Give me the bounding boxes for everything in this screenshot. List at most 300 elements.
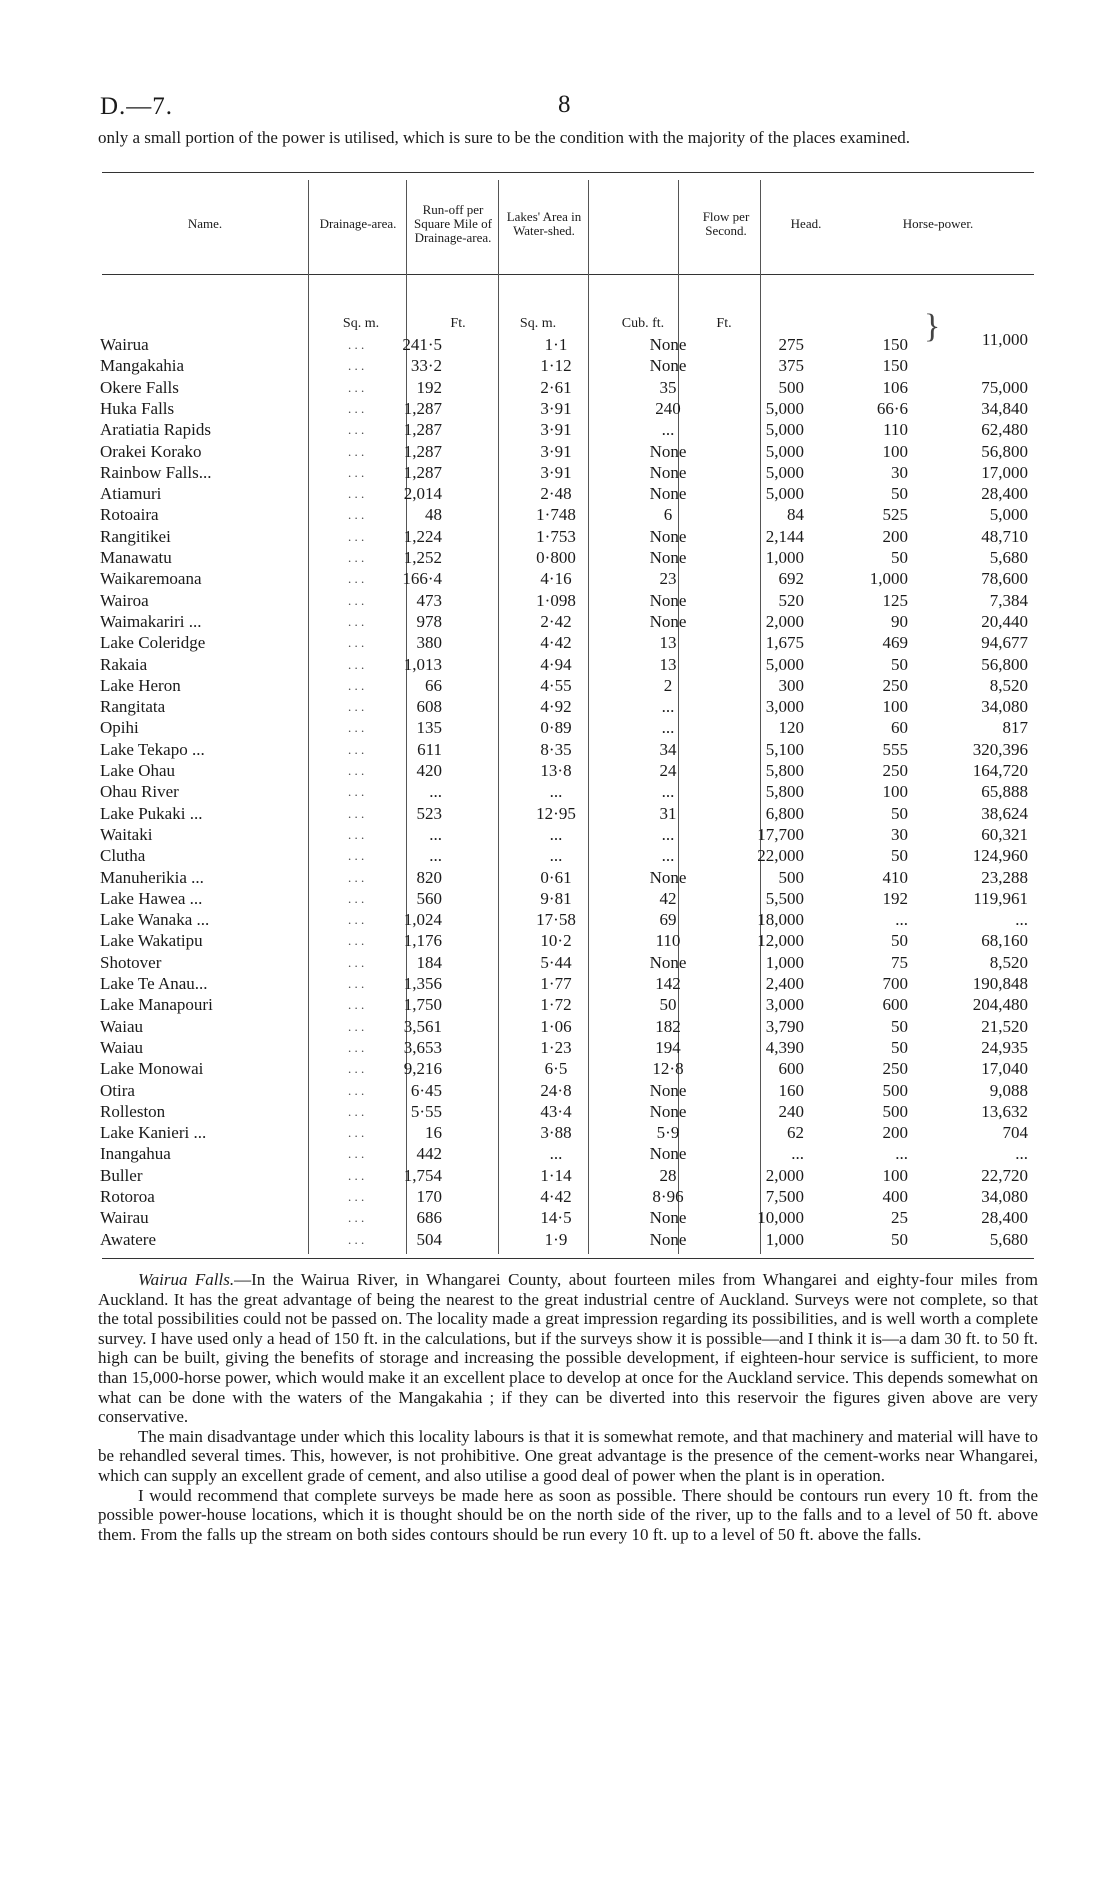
cell-hp: 34,840 xyxy=(981,398,1028,418)
cell-head: 50 xyxy=(891,803,908,823)
cell-area: ... xyxy=(429,782,442,802)
leader-dots: . . . xyxy=(348,912,365,928)
cell-runoff: 1·753 xyxy=(536,526,576,546)
cell-area: 504 xyxy=(416,1229,442,1249)
cell-hp: 56,800 xyxy=(981,441,1028,461)
cell-runoff: 1·14 xyxy=(540,1165,572,1185)
cell-area: 166·4 xyxy=(402,569,442,589)
cell-name: Rakaia xyxy=(100,654,148,674)
leader-dots: . . . xyxy=(348,763,365,778)
cell-runoff: 1·9 xyxy=(544,1229,568,1249)
cell-hp: 56,800 xyxy=(981,654,1028,674)
cell-hp: 320,396 xyxy=(972,739,1028,759)
header-drainage-area: Drainage-area. xyxy=(319,216,397,231)
cell-lakes: ... xyxy=(661,782,675,802)
cell-runoff: 43·4 xyxy=(540,1101,572,1121)
cell-hp: 48,710 xyxy=(981,526,1028,546)
cell-runoff: 6·5 xyxy=(544,1059,568,1079)
leader-dots: . . . xyxy=(348,976,365,991)
cell-head: 250 xyxy=(882,761,908,780)
cell-head: 100 xyxy=(882,697,908,717)
cell-name: Atiamuri xyxy=(100,484,162,504)
table-row xyxy=(98,952,1038,973)
cell-name: Shotover xyxy=(100,952,162,972)
cell-area: ... xyxy=(429,846,442,866)
table-row xyxy=(98,973,1038,994)
cell-area: 1,356 xyxy=(403,974,442,993)
table-row xyxy=(98,462,1038,483)
cell-hp: 28,400 xyxy=(981,484,1028,504)
cell-name: Rotoaira xyxy=(100,505,159,525)
cell-lakes: None xyxy=(649,1144,687,1164)
cell-name: Otira xyxy=(100,1080,135,1100)
cell-name: Aratiatia Rapids xyxy=(100,420,211,440)
cell-flow: 3,000 xyxy=(765,995,804,1015)
cell-flow: 5,000 xyxy=(765,484,804,504)
cell-name: Rolleston xyxy=(100,1101,166,1121)
cell-head: 410 xyxy=(882,867,908,887)
leader-dots: . . . xyxy=(348,613,365,629)
table-row xyxy=(98,1016,1038,1037)
table-row xyxy=(98,441,1038,462)
cell-lakes: None xyxy=(649,1208,687,1228)
cell-area: 1,252 xyxy=(403,548,442,567)
cell-area: 611 xyxy=(417,739,442,759)
leader-dots: . . . xyxy=(348,1125,365,1141)
table-row xyxy=(98,377,1038,398)
cell-lakes: ... xyxy=(661,420,675,440)
cell-area: 380 xyxy=(416,633,442,653)
cell-area: 1,754 xyxy=(403,1165,442,1185)
cell-runoff: 4·94 xyxy=(540,654,572,674)
cell-lakes: ... xyxy=(661,824,675,844)
cell-area: 608 xyxy=(416,697,442,717)
cell-runoff: 12·95 xyxy=(536,803,576,823)
table-row xyxy=(98,675,1038,696)
table-row xyxy=(98,568,1038,589)
leader-dots: . . . xyxy=(348,358,365,374)
cell-name: Wairua xyxy=(100,335,149,354)
cell-lakes: 110 xyxy=(655,931,681,951)
table-row xyxy=(98,419,1038,440)
header-name: Name. xyxy=(187,216,223,231)
cell-area: 3,653 xyxy=(403,1037,442,1057)
cell-hp: 94,677 xyxy=(981,633,1028,653)
cell-runoff: 24·8 xyxy=(540,1080,572,1100)
cell-runoff: 17·58 xyxy=(536,910,576,930)
cell-hp: 8,520 xyxy=(989,675,1028,695)
cell-head: 75 xyxy=(891,952,908,972)
leader-dots: . . . xyxy=(348,826,365,842)
paragraph-disadvantages: The main disadvantage under which this locality labours is that it is somewhat remote, and that machinery and material will have to be rehandled several times. This, however, is not prohibitive. One great advantage is the presence of the cement-works near Whangarei, which can supply an excellent grade of cement, and also utilise a good deal of power when the plant is in operation. xyxy=(98,1426,1038,1485)
cell-hp: 20,440 xyxy=(981,611,1028,631)
document-page xyxy=(98,85,1038,1544)
cell-lakes: 6 xyxy=(663,505,673,525)
cell-runoff: 2·61 xyxy=(540,377,572,397)
cell-lakes: None xyxy=(649,462,687,482)
cell-area: 1,750 xyxy=(403,995,442,1015)
table-row xyxy=(98,1143,1038,1164)
cell-runoff: 14·5 xyxy=(540,1208,572,1228)
cell-area: 473 xyxy=(416,590,442,610)
cell-area: 3,561 xyxy=(403,1016,442,1036)
leader-dots: . . . xyxy=(348,1167,365,1183)
cell-runoff: ... xyxy=(549,846,563,866)
leader-dots: . . . xyxy=(348,1189,365,1204)
cell-lakes: None xyxy=(649,526,687,546)
cell-flow: 160 xyxy=(778,1080,804,1100)
cell-lakes: 142 xyxy=(655,974,681,993)
table-row xyxy=(98,547,1038,568)
cell-flow: 275 xyxy=(778,335,804,354)
cell-head: 555 xyxy=(882,739,908,759)
table-row xyxy=(98,1165,1038,1186)
cell-lakes: None xyxy=(649,356,687,376)
cell-head: 250 xyxy=(882,675,908,695)
cell-flow: 1,675 xyxy=(765,633,804,653)
table-row xyxy=(98,803,1038,824)
cell-hp: 7,384 xyxy=(989,590,1028,610)
table-row xyxy=(98,526,1038,547)
cell-flow: 5,500 xyxy=(765,888,804,908)
cell-runoff: 4·55 xyxy=(540,675,572,695)
cell-lakes: 31 xyxy=(659,803,677,823)
cell-flow: 5,000 xyxy=(765,398,804,418)
cell-hp: 28,400 xyxy=(981,1208,1028,1228)
cell-flow: 2,000 xyxy=(765,611,804,631)
cell-runoff: 8·35 xyxy=(540,739,572,759)
cell-name: Okere Falls xyxy=(100,377,179,397)
cell-runoff: 2·42 xyxy=(540,611,572,631)
table-row xyxy=(98,590,1038,611)
cell-runoff: ... xyxy=(549,782,563,802)
merged-horse-power: 11,000 xyxy=(981,330,1028,349)
cell-flow: 17,700 xyxy=(757,824,804,844)
table-row xyxy=(98,654,1038,675)
cell-area: 66 xyxy=(425,675,442,695)
leader-dots: . . . xyxy=(348,1146,365,1162)
cell-head: 66·6 xyxy=(876,398,908,418)
cell-area: 170 xyxy=(416,1187,442,1206)
unit-drainage: Sq. m. xyxy=(342,316,380,331)
cell-head: 50 xyxy=(891,548,908,567)
cell-flow: 5,100 xyxy=(765,739,804,759)
cell-flow: 3,000 xyxy=(765,697,804,717)
body-text xyxy=(98,1270,1038,1544)
cell-area: 1,176 xyxy=(403,931,442,951)
table-row xyxy=(98,1122,1038,1143)
cell-flow: 3,790 xyxy=(765,1016,804,1036)
leader-dots: . . . xyxy=(348,656,365,672)
leader-dots: . . . xyxy=(348,400,365,416)
cell-area: 16 xyxy=(425,1123,442,1143)
table-row xyxy=(98,824,1038,845)
cell-head: 469 xyxy=(882,633,908,653)
cell-name: Waitaki xyxy=(100,824,153,844)
cell-flow: 500 xyxy=(778,377,804,397)
cell-name: Waiau xyxy=(100,1016,143,1036)
cell-hp: 164,720 xyxy=(972,761,1028,780)
table-row xyxy=(98,781,1038,802)
cell-lakes: None xyxy=(649,548,687,567)
cell-head: 60 xyxy=(891,718,908,738)
cell-hp: 204,480 xyxy=(972,995,1028,1015)
header-horse-power: Horse-power. xyxy=(902,216,974,231)
leader-dots: . . . xyxy=(348,1061,365,1077)
cell-area: 523 xyxy=(416,803,442,823)
table-row xyxy=(98,632,1038,653)
cell-flow: 692 xyxy=(778,569,804,589)
cell-name: Opihi xyxy=(100,718,139,738)
cell-flow: 240 xyxy=(778,1101,804,1121)
cell-runoff: 13·8 xyxy=(540,761,572,780)
cell-head: 500 xyxy=(882,1101,908,1121)
cell-runoff: 0·61 xyxy=(540,867,572,887)
leader-dots: . . . xyxy=(348,1231,365,1247)
header-runoff: Run-off per Square Mile of Drainage-area. xyxy=(414,202,492,245)
cell-name: Buller xyxy=(100,1165,143,1185)
cell-hp: 5,000 xyxy=(989,505,1028,525)
merged-brace: } xyxy=(924,308,941,345)
cell-name: Huka Falls xyxy=(100,398,175,418)
power-sites-table xyxy=(98,172,1038,1260)
cell-head: 106 xyxy=(882,377,908,397)
cell-area: 2,014 xyxy=(403,484,442,504)
cell-area: ... xyxy=(429,824,442,844)
cell-name: Mangakahia xyxy=(100,356,185,376)
cell-hp: 75,000 xyxy=(981,377,1028,397)
cell-name: Rainbow Falls... xyxy=(100,462,212,482)
cell-hp: 34,080 xyxy=(981,697,1028,717)
cell-area: 5·55 xyxy=(410,1101,442,1121)
cell-head: 150 xyxy=(882,356,908,376)
cell-hp: 124,960 xyxy=(972,846,1028,866)
cell-name: Lake Heron xyxy=(100,675,181,695)
cell-flow: 5,000 xyxy=(765,441,804,461)
cell-lakes: None xyxy=(649,952,687,972)
cell-area: 9,216 xyxy=(403,1059,442,1079)
cell-hp: 65,888 xyxy=(981,782,1028,802)
cell-flow: 2,144 xyxy=(765,526,804,546)
cell-area: 1,224 xyxy=(403,526,442,546)
unit-runoff: Ft. xyxy=(450,316,466,331)
table-row xyxy=(98,398,1038,419)
cell-flow: 5,000 xyxy=(765,420,804,440)
cell-head: 50 xyxy=(891,1016,908,1036)
cell-flow: 1,000 xyxy=(765,952,804,972)
cell-hp: 8,520 xyxy=(989,952,1028,972)
leader-dots: . . . xyxy=(348,741,365,757)
cell-name: Waiau xyxy=(100,1037,143,1057)
table-row xyxy=(98,845,1038,866)
table-row xyxy=(98,888,1038,909)
leader-dots: . . . xyxy=(348,571,365,587)
cell-head: 50 xyxy=(891,1229,908,1249)
cell-hp: 817 xyxy=(1002,718,1028,738)
cell-runoff: 3·91 xyxy=(540,462,572,482)
cell-runoff: 4·42 xyxy=(540,1187,572,1206)
cell-head: 25 xyxy=(891,1208,908,1228)
cell-hp: ... xyxy=(1015,1144,1028,1164)
cell-name: Rangitikei xyxy=(100,526,171,546)
cell-head: ... xyxy=(895,1144,908,1164)
cell-runoff: 10·2 xyxy=(540,931,572,951)
cell-runoff: 1·06 xyxy=(540,1016,572,1036)
cell-head: 125 xyxy=(882,590,908,610)
leader-dots: . . . xyxy=(348,997,365,1013)
leader-dots: . . . xyxy=(348,720,365,736)
cell-area: 184 xyxy=(416,952,442,972)
cell-runoff: 0·800 xyxy=(536,548,576,567)
table-row xyxy=(98,930,1038,951)
cell-lakes: None xyxy=(649,484,687,504)
cell-area: 192 xyxy=(416,377,442,397)
cell-lakes: 12·8 xyxy=(652,1059,684,1079)
cell-flow: ... xyxy=(791,1144,804,1164)
paragraph-recommendation: I would recommend that complete surveys be made here as soon as possible. There should be contours run every 10 ft. from the possible power-house locations, which it is thought should be on the north side of the river, up to the falls and to a level of 50 ft. above them. From the falls up the stream on both sides contours should be run every 10 ft. up to a level of 50 ft. above the falls. xyxy=(98,1485,1038,1544)
cell-area: 1,287 xyxy=(403,420,442,440)
cell-lakes: None xyxy=(649,611,687,631)
cell-flow: 18,000 xyxy=(757,910,804,930)
cell-lakes: 194 xyxy=(655,1037,681,1057)
cell-name: Lake Manapouri xyxy=(100,995,213,1015)
table-row xyxy=(98,1186,1038,1207)
table-row xyxy=(98,355,1038,376)
cell-flow: 2,000 xyxy=(765,1165,804,1185)
cell-runoff: ... xyxy=(549,824,563,844)
header-head: Head. xyxy=(790,216,822,231)
cell-lakes: 13 xyxy=(659,633,677,653)
cell-name: Lake Wanaka ... xyxy=(100,910,210,930)
cell-name: Manuherikia ... xyxy=(100,867,204,887)
cell-hp: ... xyxy=(1015,910,1028,930)
cell-flow: 5,800 xyxy=(765,761,804,780)
cell-head: 50 xyxy=(891,654,908,674)
leader-dots: . . . xyxy=(348,805,365,821)
unit-flow: Cub. ft. xyxy=(621,316,665,331)
cell-head: 30 xyxy=(891,462,908,482)
leader-dots: . . . xyxy=(348,379,365,395)
cell-area: 6·45 xyxy=(410,1080,442,1100)
cell-runoff: ... xyxy=(549,1144,563,1164)
cell-runoff: 1·1 xyxy=(544,335,568,354)
cell-flow: 84 xyxy=(787,505,804,525)
cell-name: Lake Ohau xyxy=(100,761,176,780)
cell-area: 1,287 xyxy=(403,441,442,461)
cell-flow: 62 xyxy=(787,1123,804,1143)
cell-runoff: 1·77 xyxy=(540,974,572,993)
leader-dots: . . . xyxy=(348,1103,365,1119)
leader-dots: . . . xyxy=(348,954,365,970)
cell-head: 500 xyxy=(882,1080,908,1100)
cell-head: 110 xyxy=(883,420,908,440)
table-row xyxy=(98,717,1038,738)
cell-hp: 5,680 xyxy=(989,548,1028,567)
cell-name: Lake Tekapo ... xyxy=(100,739,205,759)
cell-lakes: 182 xyxy=(655,1016,681,1036)
cell-head: 200 xyxy=(882,526,908,546)
cell-runoff: 5·44 xyxy=(540,952,572,972)
leader-dots: . . . xyxy=(348,869,365,885)
paragraph-wairua-falls xyxy=(98,1270,1038,1427)
leader-dots: . . . xyxy=(348,550,365,565)
header-lakes-area: Lakes' Area in Water-shed. xyxy=(506,209,582,238)
cell-flow: 120 xyxy=(778,718,804,738)
cell-flow: 600 xyxy=(778,1059,804,1079)
leader-dots: . . . xyxy=(348,337,365,352)
leader-dots: . . . xyxy=(348,507,365,523)
header-flow: Flow per Second. xyxy=(702,209,750,238)
paragraph-title: Wairua Falls. xyxy=(138,1270,235,1289)
cell-runoff: 0·89 xyxy=(540,718,572,738)
cell-lakes: 50 xyxy=(659,995,677,1015)
table-row xyxy=(98,867,1038,888)
cell-name: Awatere xyxy=(100,1229,157,1249)
cell-lakes: 240 xyxy=(655,398,681,418)
cell-lakes: 42 xyxy=(659,888,677,908)
table-row xyxy=(98,1229,1038,1250)
table-row xyxy=(98,504,1038,525)
leader-dots: . . . xyxy=(348,677,365,693)
cell-runoff: 1·72 xyxy=(540,995,572,1015)
cell-runoff: 1·23 xyxy=(540,1037,572,1057)
leader-dots: . . . xyxy=(348,528,365,544)
cell-area: 978 xyxy=(416,611,442,631)
table-top-rule xyxy=(102,172,1034,173)
cell-area: 442 xyxy=(416,1144,442,1164)
cell-lakes: 2 xyxy=(663,675,673,695)
cell-head: 50 xyxy=(891,1037,908,1057)
cell-hp: 13,632 xyxy=(981,1101,1028,1121)
cell-name: Lake Wakatipu xyxy=(100,931,203,951)
leader-dots: . . . xyxy=(348,784,365,800)
cell-flow: 22,000 xyxy=(757,846,804,866)
cell-name: Lake Te Anau... xyxy=(100,974,208,993)
cell-head: 50 xyxy=(891,484,908,504)
cell-hp: 21,520 xyxy=(981,1016,1028,1036)
cell-head: 30 xyxy=(891,824,908,844)
table-row xyxy=(98,1207,1038,1228)
document-reference: D.—7. xyxy=(100,93,174,120)
cell-flow: 300 xyxy=(778,675,804,695)
cell-head: 50 xyxy=(891,931,908,951)
cell-name: Lake Pukaki ... xyxy=(100,803,203,823)
cell-head: ... xyxy=(895,910,908,930)
cell-area: 420 xyxy=(416,761,442,780)
cell-hp: 22,720 xyxy=(981,1165,1028,1185)
cell-runoff: 3·88 xyxy=(540,1123,572,1143)
cell-hp: 68,160 xyxy=(981,931,1028,951)
cell-runoff: 1·748 xyxy=(536,505,576,525)
cell-hp: 190,848 xyxy=(972,974,1028,993)
cell-flow: 6,800 xyxy=(765,803,804,823)
cell-area: 1,024 xyxy=(403,910,442,930)
cell-head: 1,000 xyxy=(869,569,908,589)
cell-lakes: None xyxy=(649,1080,687,1100)
cell-runoff: 4·16 xyxy=(540,569,572,589)
cell-name: Lake Hawea ... xyxy=(100,888,203,908)
cell-flow: 5,000 xyxy=(765,462,804,482)
cell-area: 1,287 xyxy=(403,462,442,482)
leader-dots: . . . xyxy=(348,635,365,651)
cell-lakes: ... xyxy=(661,718,675,738)
cell-lakes: None xyxy=(649,441,687,461)
cell-flow: 1,000 xyxy=(765,1229,804,1249)
table-row xyxy=(98,483,1038,504)
cell-name: Wairoa xyxy=(100,590,149,610)
cell-flow: 520 xyxy=(778,590,804,610)
cell-name: Manawatu xyxy=(100,548,172,567)
